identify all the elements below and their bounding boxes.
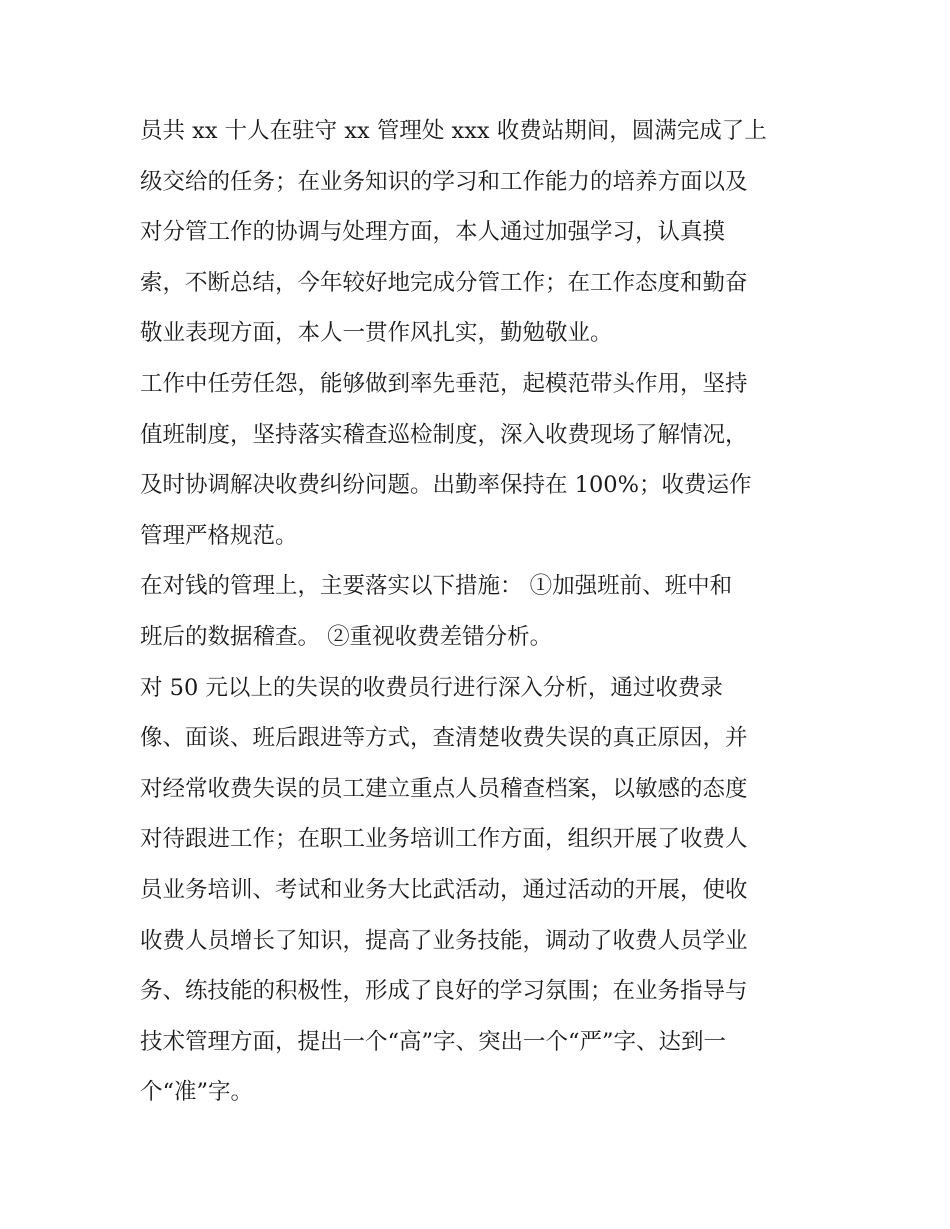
text-line: 及时协调解决收费纠纷问题。出勤率保持在 100%；收费运作 <box>140 472 752 499</box>
text-line: 个“准”字。 <box>140 1079 254 1106</box>
text-line: 敬业表现方面，本人一贯作风扎实，勤勉敬业。 <box>140 320 613 347</box>
text-line: 工作中任劳任怨，能够做到率先垂范，起模范带头作用，坚持 <box>140 370 748 397</box>
text-line: 收费人员增长了知识，提高了业务技能，调动了收费人员学业 <box>140 927 748 954</box>
text-line: 对 50 元以上的失误的收费员行进行深入分析，通过收费录 <box>140 674 723 701</box>
document-body <box>140 106 820 1118</box>
text-line: 员共 xx 十人在驻守 xx 管理处 xxx 收费站期间，圆满完成了上 <box>140 118 767 144</box>
text-line: 在对钱的管理上，主要落实以下措施： ①加强班前、班中和 <box>140 573 733 600</box>
text-line: 员业务培训、考试和业务大比武活动，通过活动的开展，使收 <box>140 876 748 903</box>
text-line: 对待跟进工作；在职工业务培训工作方面，组织开展了收费人 <box>140 826 748 853</box>
text-line: 对经常收费失误的员工建立重点人员稽查档案，以敏感的态度 <box>140 775 748 802</box>
text-line: 对分管工作的协调与处理方面，本人通过加强学习，认真摸 <box>140 219 726 246</box>
text-line: 班后的数据稽查。 ②重视收费差错分析。 <box>140 623 553 650</box>
text-line: 务、练技能的积极性，形成了良好的学习氛围；在业务指导与 <box>140 978 748 1005</box>
text-line: 索，不断总结，今年较好地完成分管工作；在工作态度和勤奋 <box>140 269 748 296</box>
text-line: 级交给的任务；在业务知识的学习和工作能力的培养方面以及 <box>140 168 748 195</box>
text-line: 管理严格规范。 <box>140 522 298 549</box>
text-line: 像、面谈、班后跟进等方式，查清楚收费失误的真正原因，并 <box>140 725 748 752</box>
text-line: 技术管理方面，提出一个“高”字、突出一个“严”字、达到一 <box>140 1028 727 1055</box>
text-line: 值班制度，坚持落实稽查巡检制度，深入收费现场了解情况， <box>140 421 748 448</box>
